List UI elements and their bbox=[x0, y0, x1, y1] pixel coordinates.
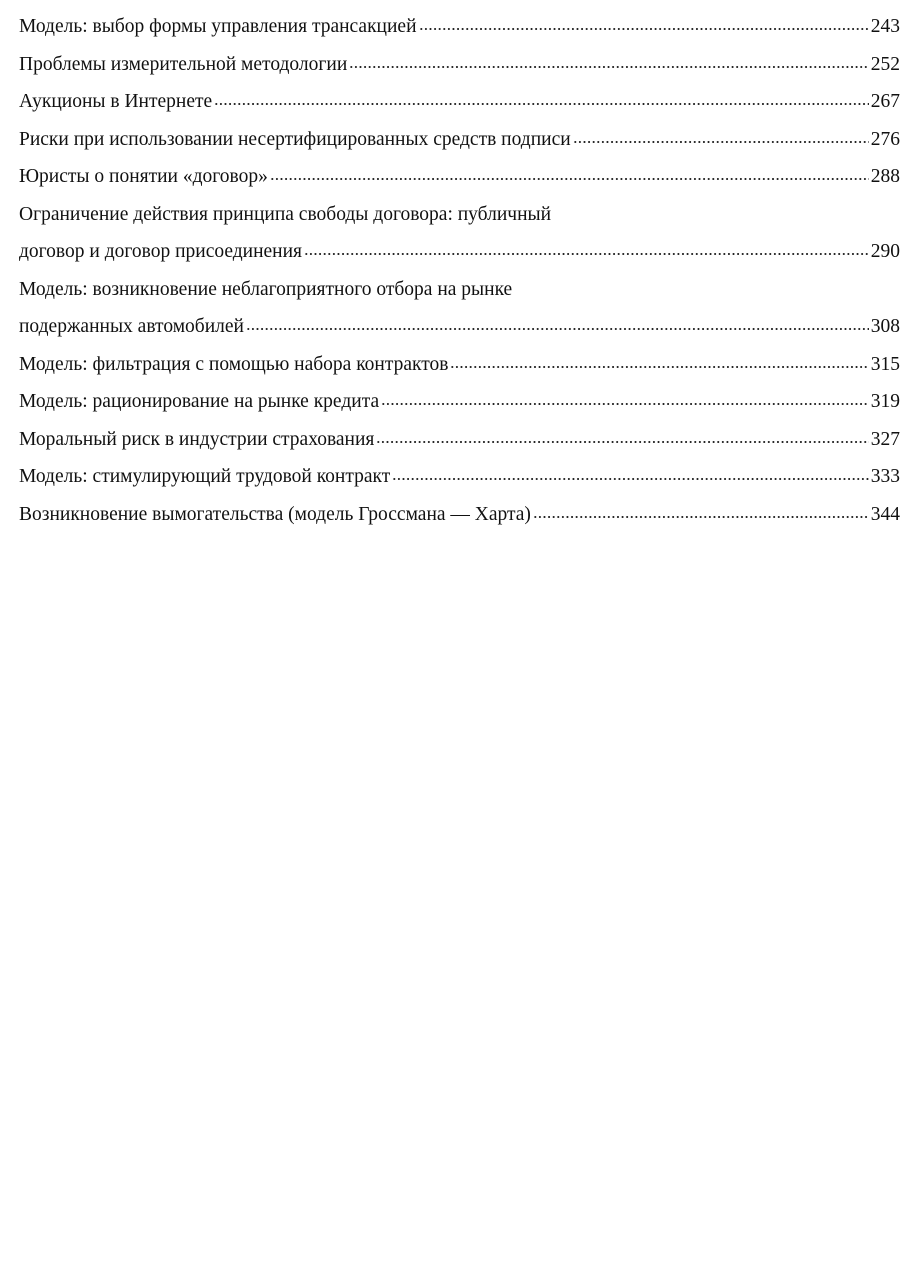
dot-leader bbox=[270, 165, 869, 185]
toc-entry-title: Аукционы в Интернете bbox=[19, 91, 213, 112]
toc-entry-line bbox=[19, 458, 900, 496]
toc-entry-page: 308 bbox=[870, 316, 900, 337]
toc-entry bbox=[19, 421, 900, 459]
toc-entry-line bbox=[19, 46, 900, 84]
toc-entry-title-continued: подержанных автомобилей bbox=[19, 316, 244, 337]
toc-entry-page: 333 bbox=[870, 466, 900, 487]
toc-entry-line bbox=[19, 83, 900, 121]
toc-entry-line bbox=[19, 346, 900, 384]
toc-entry-line bbox=[19, 8, 900, 46]
toc-entry-line bbox=[19, 196, 900, 234]
toc-entry-page: 267 bbox=[870, 91, 900, 112]
dot-leader bbox=[392, 465, 868, 485]
toc-entry-title: Моральный риск в индустрии страхования bbox=[19, 428, 375, 450]
toc-entry-line bbox=[19, 383, 900, 421]
toc-entry-line bbox=[19, 158, 900, 196]
toc-entry-title: Юристы о понятии «договор» bbox=[19, 166, 268, 187]
toc-entry-title: Проблемы измерительной методологии bbox=[19, 53, 348, 75]
dot-leader bbox=[246, 315, 869, 335]
toc-entry-title: Модель: выбор формы управления трансакцией bbox=[19, 16, 417, 37]
dot-leader bbox=[450, 353, 868, 373]
dot-leader bbox=[381, 390, 869, 410]
toc-entry-page: 288 bbox=[870, 166, 900, 187]
toc-entry bbox=[19, 346, 900, 384]
toc-entry-page: 344 bbox=[870, 503, 900, 525]
toc-entry-line bbox=[19, 271, 900, 309]
toc-entry bbox=[19, 8, 900, 46]
toc-entry bbox=[19, 496, 900, 534]
toc-entry-page: 290 bbox=[870, 241, 900, 262]
toc-entry-line bbox=[19, 308, 900, 346]
toc-entry-title: Модель: возникновение неблагоприятного отбора на рынке bbox=[19, 278, 513, 300]
dot-leader bbox=[349, 53, 868, 73]
toc-entry bbox=[19, 271, 900, 346]
toc-entry bbox=[19, 46, 900, 84]
toc-entry-page: 276 bbox=[870, 128, 900, 150]
toc-entry bbox=[19, 158, 900, 196]
toc-entry-title: Риски при использовании несертифицированных средств подписи bbox=[19, 128, 571, 150]
table-of-contents bbox=[19, 8, 900, 533]
toc-entry-page: 319 bbox=[870, 391, 900, 412]
dot-leader bbox=[419, 15, 869, 35]
toc-entry bbox=[19, 196, 900, 271]
toc-entry-page: 252 bbox=[870, 53, 900, 75]
toc-entry-title: Модель: рационирование на рынке кредита bbox=[19, 391, 380, 412]
toc-entry-line bbox=[19, 421, 900, 459]
toc-entry-title: Модель: стимулирующий трудовой контракт bbox=[19, 466, 391, 487]
toc-entry bbox=[19, 121, 900, 159]
toc-entry bbox=[19, 458, 900, 496]
toc-entry-title: Ограничение действия принципа свободы договора: публичный bbox=[19, 203, 552, 225]
toc-entry bbox=[19, 383, 900, 421]
toc-entry-line bbox=[19, 233, 900, 271]
dot-leader bbox=[376, 428, 868, 448]
toc-entry-page: 315 bbox=[870, 353, 900, 375]
dot-leader bbox=[304, 240, 869, 260]
toc-entry-title: Модель: фильтрация с помощью набора контрактов bbox=[19, 353, 449, 375]
dot-leader bbox=[533, 503, 869, 523]
toc-entry-line bbox=[19, 121, 900, 159]
toc-entry-line bbox=[19, 496, 900, 534]
dot-leader bbox=[214, 90, 869, 110]
dot-leader bbox=[573, 128, 869, 148]
toc-entry-title-continued: договор и договор присоединения bbox=[19, 241, 303, 262]
toc-entry-title: Возникновение вымогательства (модель Гроссмана — Харта) bbox=[19, 503, 531, 525]
toc-entry-page: 243 bbox=[870, 16, 900, 37]
toc-entry-page: 327 bbox=[870, 428, 900, 450]
toc-entry bbox=[19, 83, 900, 121]
